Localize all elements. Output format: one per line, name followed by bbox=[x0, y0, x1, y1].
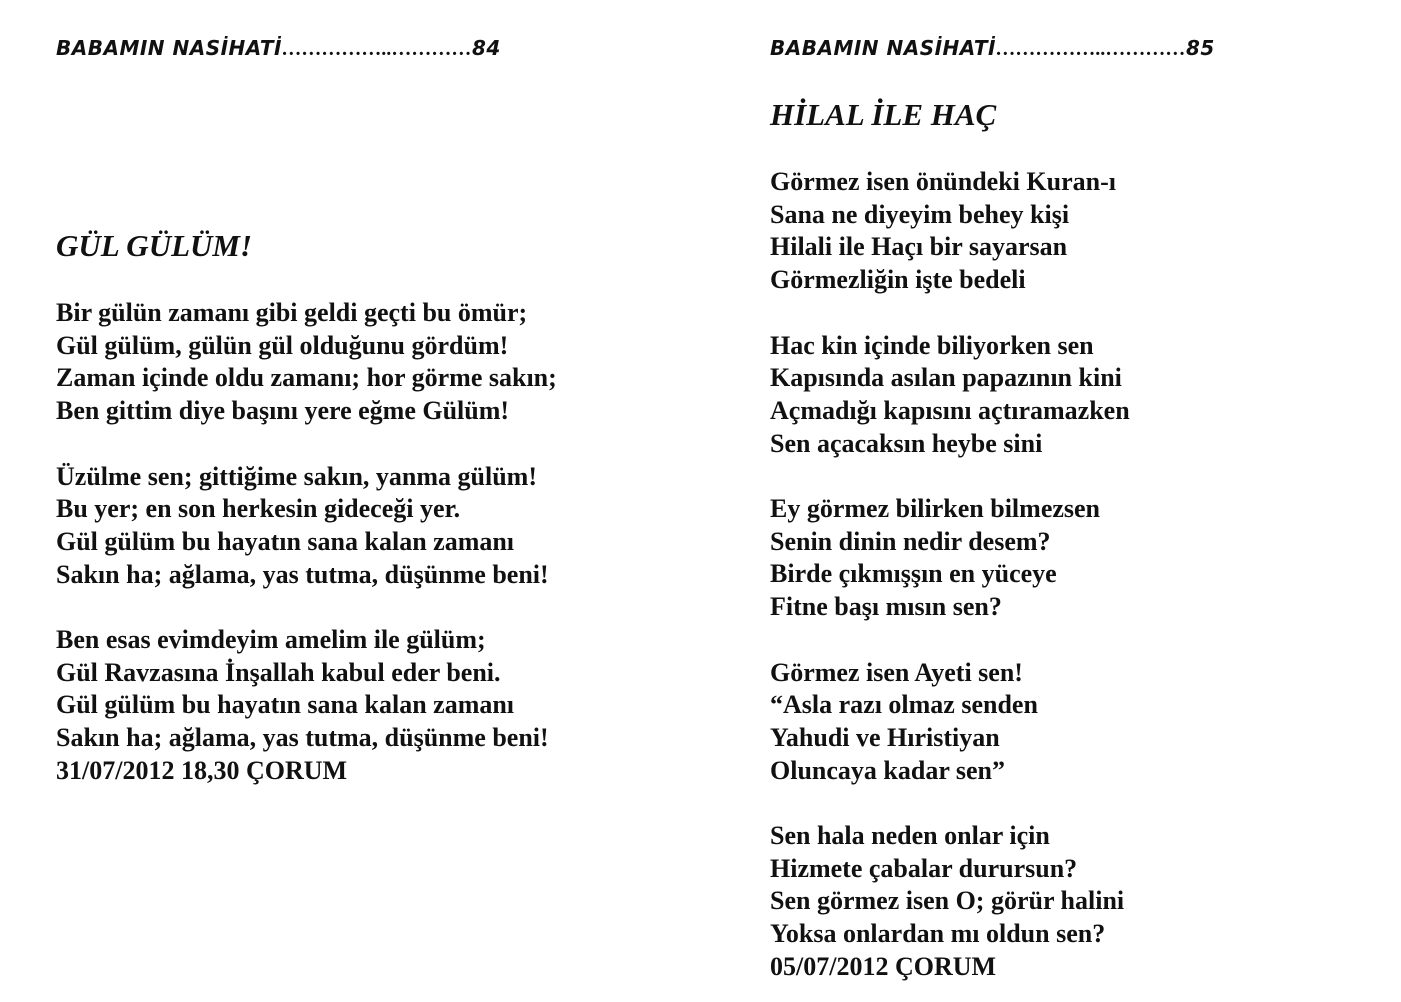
poem-line: Hizmete çabalar durursun? bbox=[770, 853, 1078, 883]
poem-line: Hilali ile Haçı bir sayarsan bbox=[770, 232, 1068, 262]
poem-line: Kapısında asılan papazının kini bbox=[770, 363, 1122, 393]
book-title: BABAMIN NASİHATİ bbox=[770, 36, 996, 60]
poem-line: Gül gülüm bu hayatın sana kalan zamanı bbox=[56, 526, 515, 556]
stanza bbox=[56, 624, 557, 788]
poem-line: Ben esas evimdeyim amelim ile gülüm; bbox=[56, 625, 486, 654]
stanza bbox=[56, 461, 557, 592]
stanza bbox=[770, 493, 1130, 624]
poem-line: Sen hala neden onlar için bbox=[770, 821, 1050, 850]
stanza bbox=[770, 166, 1130, 297]
poem-line: Fitne başı mısın sen? bbox=[770, 592, 1002, 622]
poem-date-signature: 31/07/2012 18,30 ÇORUM bbox=[56, 755, 348, 785]
poem-line: “Asla razı olmaz senden bbox=[770, 690, 1038, 720]
poem-line: Bu yer; en son herkesin gideceği yer. bbox=[56, 494, 461, 524]
poem-line: Açmadığı kapısını açtıramazken bbox=[770, 395, 1130, 425]
stanza bbox=[770, 330, 1130, 461]
header-leader-dots: ……………..………… bbox=[995, 38, 1186, 60]
poem-line: Gül gülüm, gülün gül olduğunu gördüm! bbox=[56, 330, 509, 360]
poem-body bbox=[770, 166, 1130, 984]
poem-line: Sen açacaksın heybe sini bbox=[770, 428, 1043, 458]
page-header bbox=[770, 36, 1215, 61]
poem-line: Oluncaya kadar sen” bbox=[770, 755, 1006, 785]
book-title: BABAMIN NASİHATİ bbox=[56, 36, 282, 60]
poem-line: Görmez isen Ayeti sen! bbox=[770, 657, 1023, 687]
stanza bbox=[770, 657, 1130, 788]
page-header bbox=[56, 36, 501, 61]
poem-line: Ey görmez bilirken bilmezsen bbox=[770, 494, 1101, 523]
poem-line: Üzülme sen; gittiğime sakın, yanma gülüm! bbox=[56, 461, 537, 491]
poem-line: Senin dinin nedir desem? bbox=[770, 526, 1051, 556]
poem-body bbox=[56, 297, 557, 788]
poem-line: Gül Ravzasına İnşallah kabul eder beni. bbox=[56, 657, 501, 687]
poem-line: Gül gülüm bu hayatın sana kalan zamanı bbox=[56, 690, 515, 720]
poem-line: Birde çıkmışşın en yüceye bbox=[770, 559, 1057, 589]
stanza bbox=[56, 297, 557, 428]
poem-line: Sakın ha; ağlama, yas tutma, düşünme beni! bbox=[56, 559, 549, 589]
page-number: 84 bbox=[471, 36, 501, 60]
poem-title: GÜL GÜLÜM! bbox=[56, 228, 253, 263]
poem-line: Sana ne diyeyim behey kişi bbox=[770, 199, 1070, 229]
poem-line: Yoksa onlardan mı oldun sen? bbox=[770, 919, 1106, 949]
poem-line: Sen görmez isen O; görür halini bbox=[770, 886, 1125, 916]
poem-line: Ben gittim diye başını yere eğme Gülüm! bbox=[56, 396, 510, 426]
poem-title: HİLAL İLE HAÇ bbox=[770, 97, 997, 132]
poem-line: Hac kin içinde biliyorken sen bbox=[770, 330, 1094, 360]
poem-line: Görmezliğin işte bedeli bbox=[770, 265, 1026, 295]
poem-line: Bir gülün zamanı gibi geldi geçti bu ömür; bbox=[56, 298, 528, 327]
poem-date-signature: 05/07/2012 ÇORUM bbox=[770, 951, 997, 981]
right-page bbox=[770, 0, 1390, 1002]
poem-line: Zaman içinde oldu zamanı; hor görme sakın; bbox=[56, 363, 557, 393]
header-leader-dots: ……………..………… bbox=[281, 38, 472, 60]
page-number: 85 bbox=[1185, 36, 1215, 60]
poem-line: Yahudi ve Hıristiyan bbox=[770, 722, 1000, 752]
left-page bbox=[56, 0, 696, 1002]
stanza bbox=[770, 820, 1130, 984]
poem-line: Sakın ha; ağlama, yas tutma, düşünme beni! bbox=[56, 723, 549, 753]
poem-line: Görmez isen önündeki Kuran-ı bbox=[770, 167, 1116, 196]
